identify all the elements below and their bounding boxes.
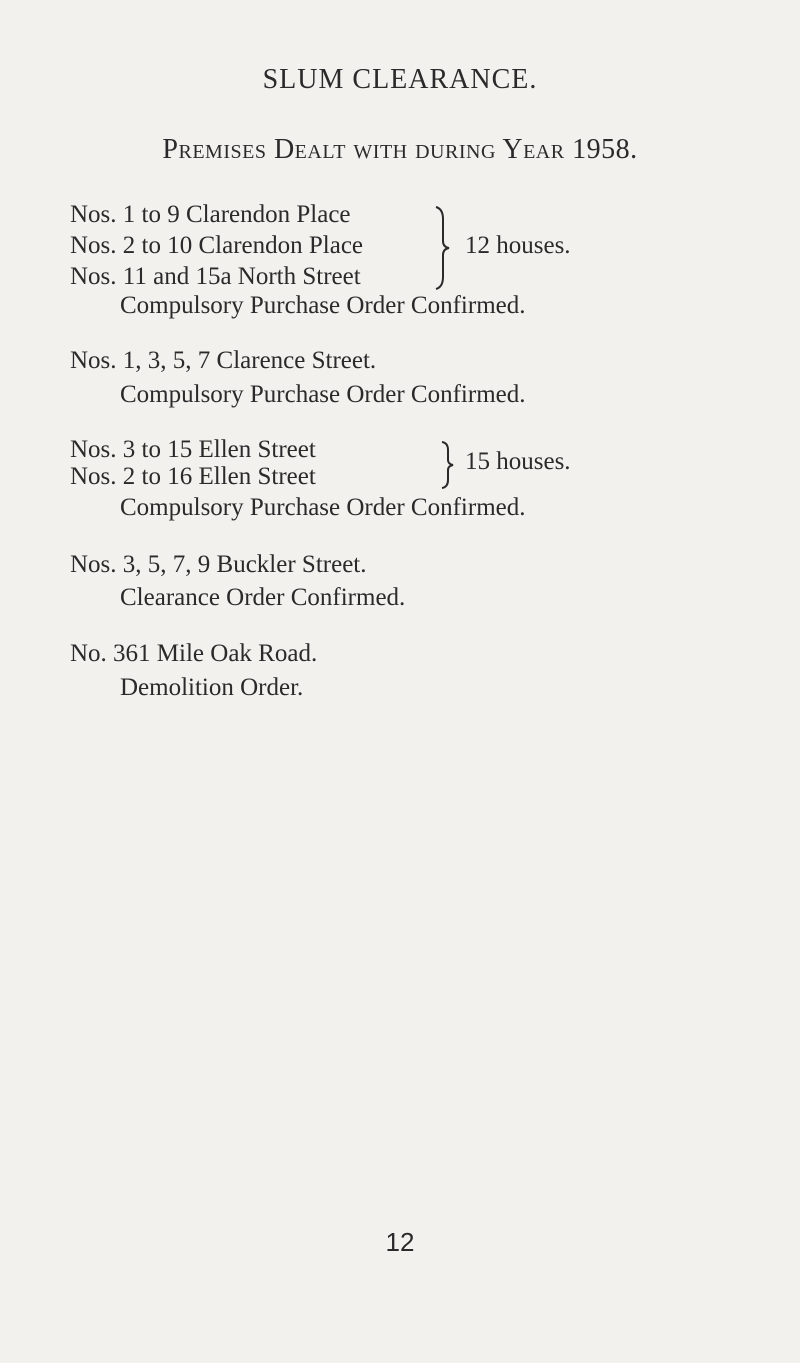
order-status: Compulsory Purchase Order Confirmed. [120,292,526,319]
page-number: 12 [385,1227,415,1257]
premises-line: Nos. 1 to 9 Clarendon Place [70,201,351,228]
page-title: SLUM CLEARANCE. [262,64,538,95]
order-status: Compulsory Purchase Order Confirmed. [120,381,526,408]
premises-line: Nos. 11 and 15a North Street [70,263,361,290]
houses-count: 12 houses. [465,232,571,259]
premises-line: Nos. 3 to 15 Ellen Street [70,436,316,463]
premises-line: Nos. 3, 5, 7, 9 Buckler Street. [70,551,367,578]
houses-count: 15 houses. [465,448,571,475]
premises-line: No. 361 Mile Oak Road. [70,640,318,667]
premises-line: Nos. 1, 3, 5, 7 Clarence Street. [70,347,377,374]
right-brace-icon [434,205,452,291]
order-status: Compulsory Purchase Order Confirmed. [120,494,526,521]
premises-line: Nos. 2 to 10 Clarendon Place [70,232,364,259]
order-status: Demolition Order. [120,674,304,701]
page-subtitle: Premises Dealt with during Year 1958. [162,134,638,165]
order-status: Clearance Order Confirmed. [120,584,406,611]
premises-line: Nos. 2 to 16 Ellen Street [70,463,316,490]
right-brace-icon [440,440,458,490]
